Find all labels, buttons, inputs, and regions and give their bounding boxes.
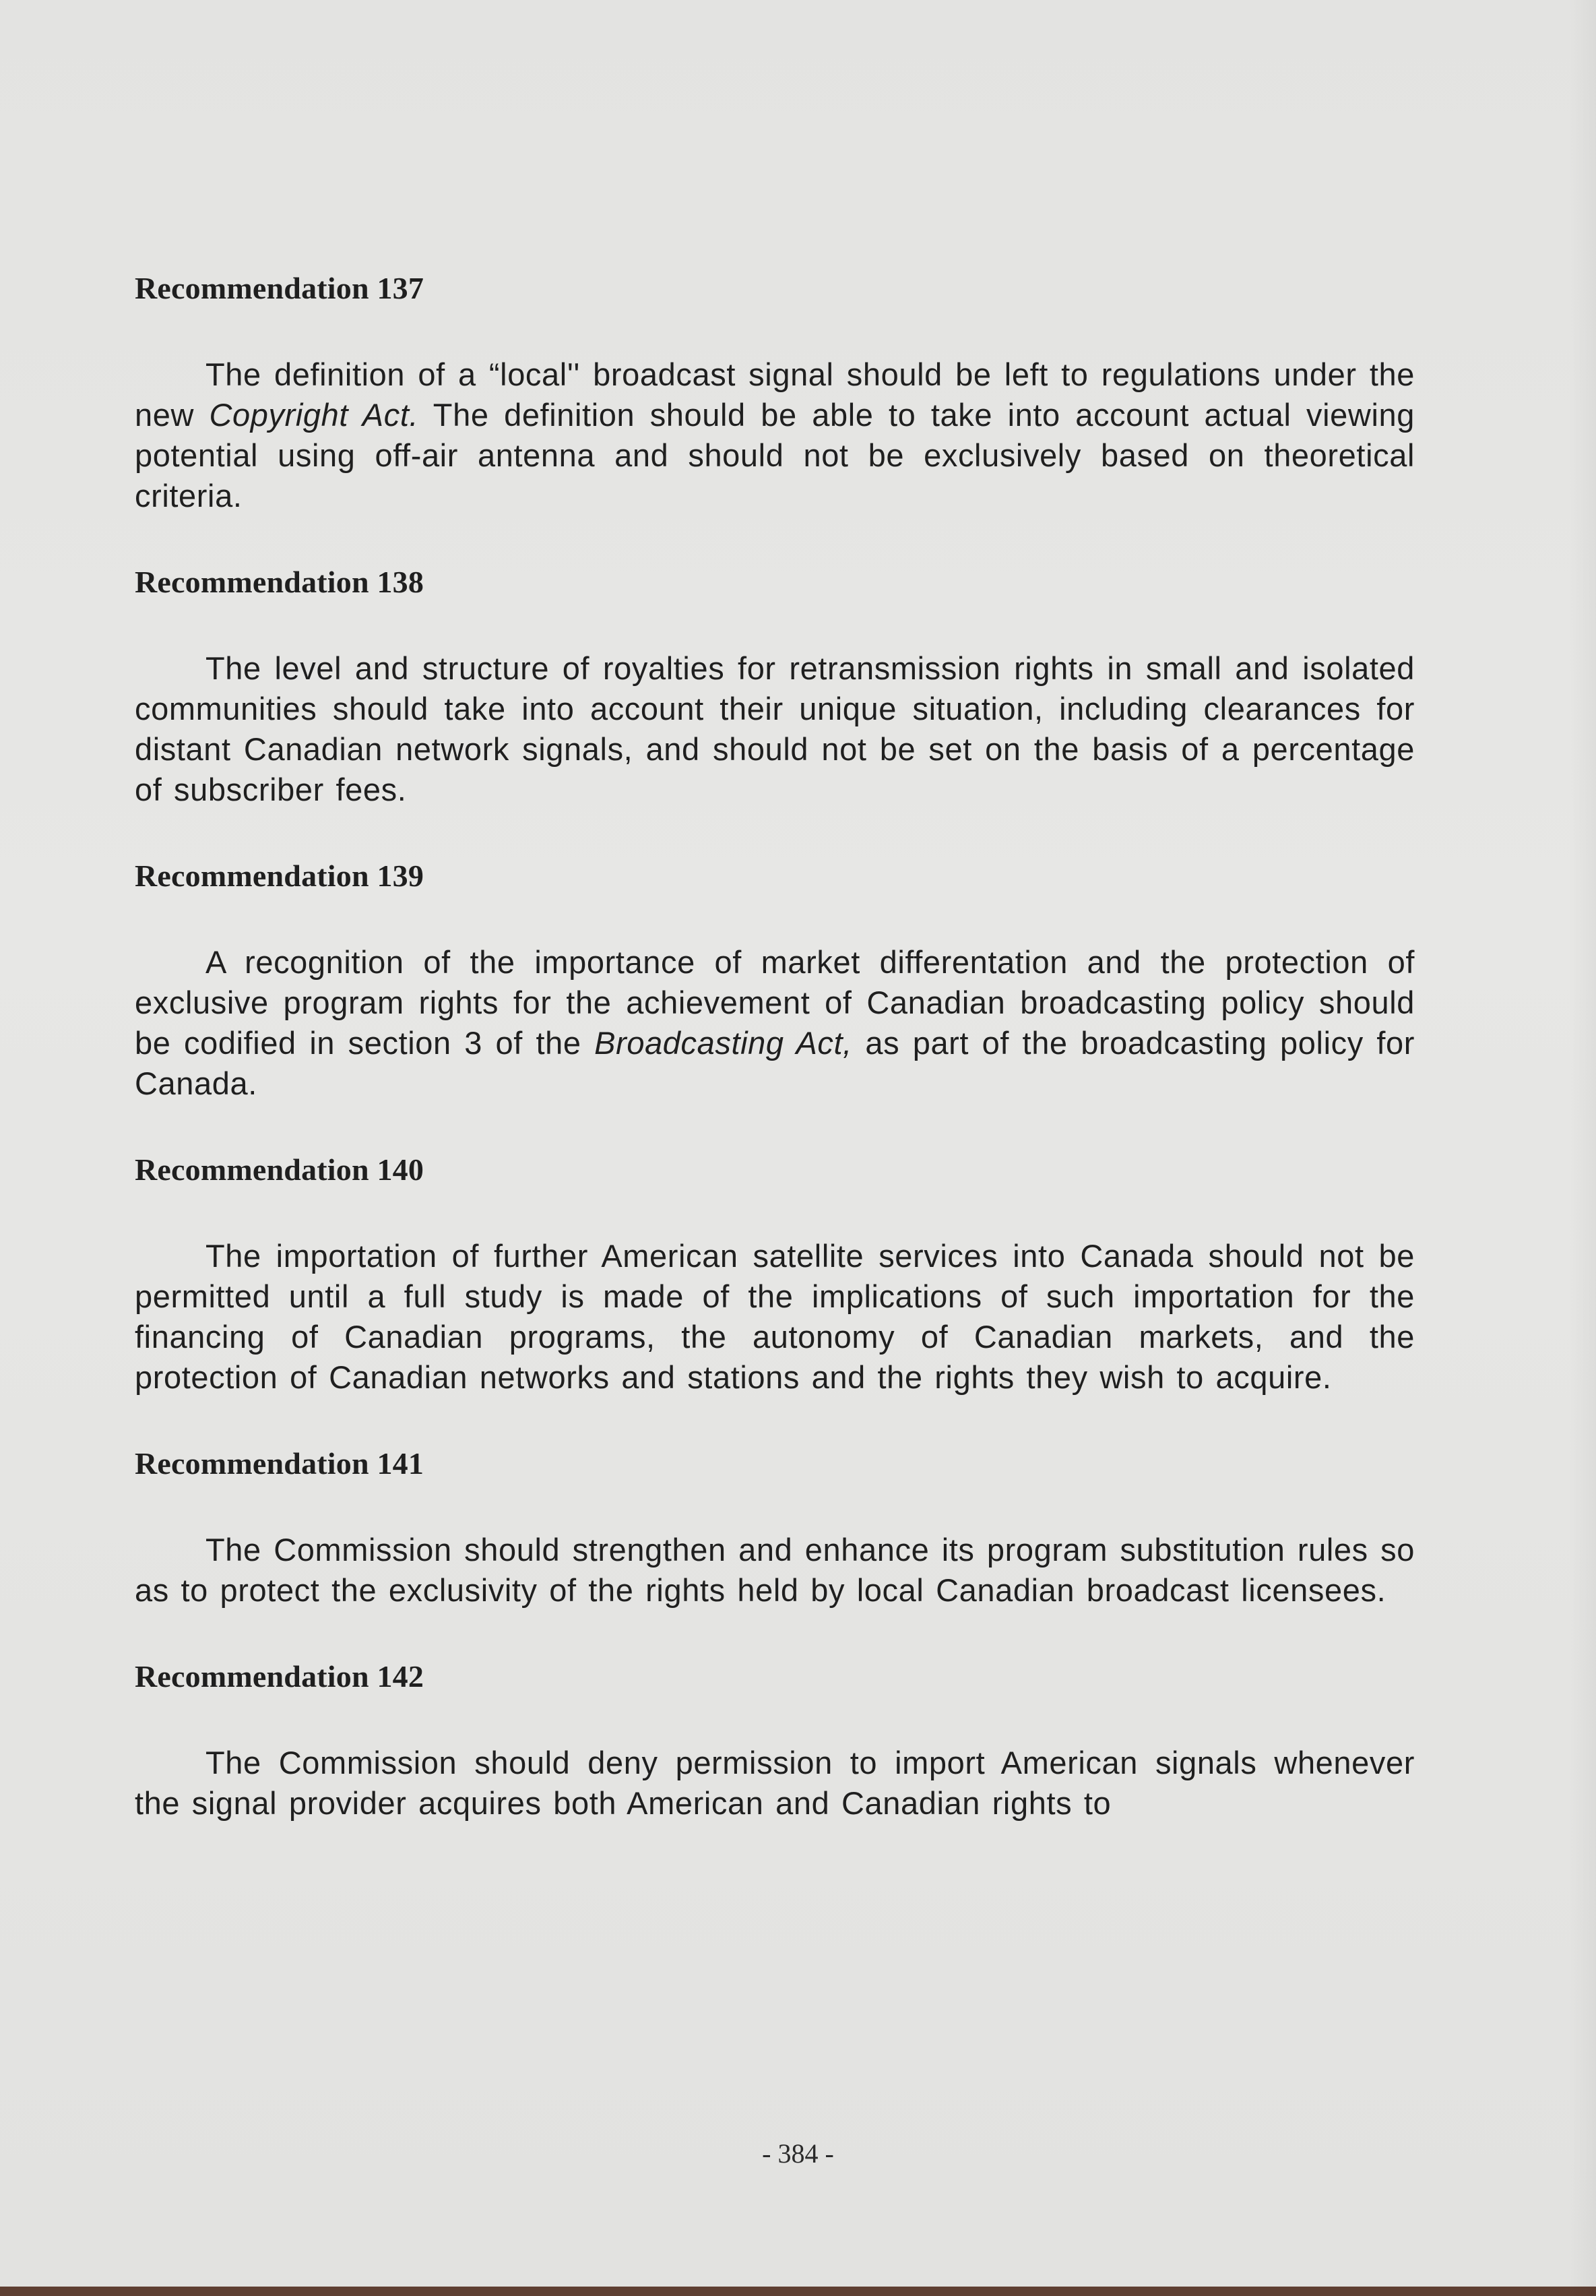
recommendation-text bbox=[135, 648, 1415, 810]
recommendation-heading: Recommendation 138 bbox=[135, 565, 424, 599]
recommendation-text bbox=[135, 1236, 1415, 1398]
recommendation-138 bbox=[135, 563, 1415, 810]
text-run: The importation of further American satellite services into Canada should not be permitted until a full study is made of the implications of such importation for the financing of Canadian programs, the autonomy of Canadian markets, and the protection of Canadian networks and stations and the rights they wish to acquire. bbox=[135, 1238, 1415, 1395]
recommendation-heading: Recommendation 141 bbox=[135, 1446, 424, 1481]
text-run: as part of the broadcasting policy for Canada. bbox=[135, 1025, 1415, 1101]
recommendation-139 bbox=[135, 857, 1415, 1104]
recommendation-141 bbox=[135, 1445, 1415, 1611]
page-content bbox=[135, 270, 1415, 1871]
recommendation-text bbox=[135, 1743, 1415, 1824]
text-run: The Commission should strengthen and enhance its program substitution rules so as to protect the exclusivity of the rights held by local Canadian broadcast licensees. bbox=[135, 1532, 1415, 1608]
recommendation-heading: Recommendation 137 bbox=[135, 271, 424, 305]
page-bottom-edge bbox=[0, 2287, 1596, 2296]
text-run: The definition should be able to take into account actual viewing potential using off-air antenna and should not be exclusively based on theoretical criteria. bbox=[135, 397, 1415, 514]
recommendation-142 bbox=[135, 1658, 1415, 1824]
recommendation-text bbox=[135, 942, 1415, 1104]
italic-text-run: Broadcasting Act, bbox=[594, 1025, 852, 1061]
text-run: The Commission should deny permission to import American signals whenever the signal provider acquires both American and Canadian rights to bbox=[135, 1745, 1415, 1821]
page-number: - 384 - bbox=[762, 2138, 834, 2169]
text-run: A recognition of the importance of market differentation and the protection of exclusive program rights for the achievement of Canadian broadcasting policy should be codified in section 3 of the bbox=[135, 944, 1415, 1061]
recommendation-heading: Recommendation 142 bbox=[135, 1659, 424, 1694]
recommendation-text bbox=[135, 354, 1415, 516]
text-run: The definition of a “local'' broadcast signal should be left to regulations under the new bbox=[135, 356, 1415, 433]
recommendation-heading: Recommendation 139 bbox=[135, 859, 424, 893]
text-run: The level and structure of royalties for retransmission rights in small and isolated communities should take into account their unique situation, including clearances for distant Canadian network signals, and should not be set on the basis of a percentage of subscriber fees. bbox=[135, 650, 1415, 807]
recommendation-137 bbox=[135, 270, 1415, 516]
recommendation-heading: Recommendation 140 bbox=[135, 1152, 424, 1187]
italic-text-run: Copyright Act. bbox=[209, 397, 419, 433]
recommendation-text bbox=[135, 1530, 1415, 1611]
recommendation-140 bbox=[135, 1151, 1415, 1398]
